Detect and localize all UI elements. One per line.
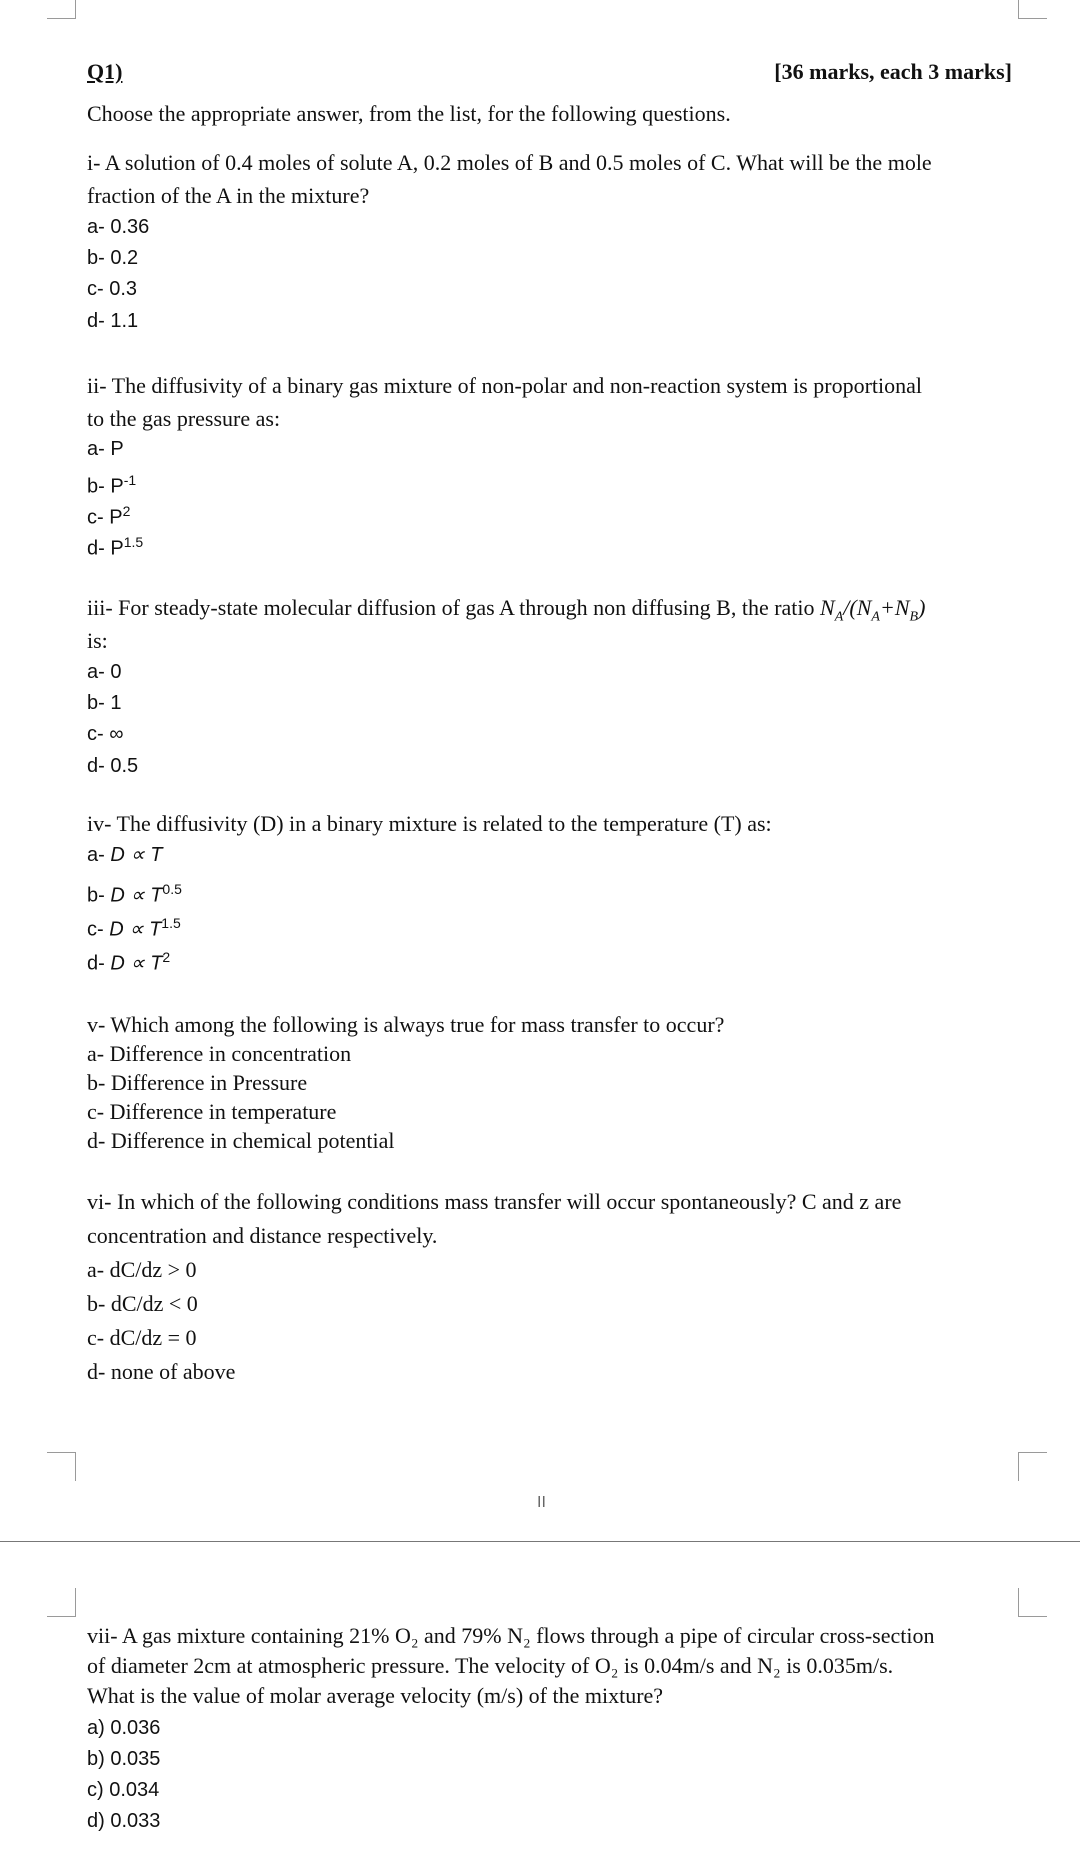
q6-option-d: d- none of above [87, 1359, 236, 1384]
q2-option-a-prefix: a- [87, 438, 111, 460]
q7-option-a: a) 0.036 [87, 1717, 161, 1739]
page-divider [0, 1541, 1080, 1542]
q2-option-d [87, 529, 143, 562]
q3-ratio-n2: N [856, 595, 872, 620]
q4-option-d [87, 944, 170, 977]
corner-mark-top-right [1018, 0, 1047, 19]
q1-option-b: b- 0.2 [87, 247, 139, 269]
q4-option-c-exponent: 1.5 [161, 915, 181, 931]
q7-text-line1: vii- A gas mixture containing 21% O₂ and 79% N₂ flows through a pipe of circular cross-section [87, 1623, 935, 1648]
q1-option-c: c- 0.3 [87, 278, 138, 300]
q4-option-a-relation: D ∝ T [110, 844, 163, 866]
q2-option-c-prefix: c- [87, 506, 110, 529]
corner-mark-page2-top-left [47, 1588, 76, 1617]
q3-option-c: c- ∞ [87, 723, 124, 745]
q1-text-line1: i- A solution of 0.4 moles of solute A, 0.2 moles of B and 0.5 moles of C. What will be the mole [87, 150, 932, 175]
q4-text-line1: iv- The diffusivity (D) in a binary mixture is related to the temperature (T) as: [87, 811, 772, 836]
q6-text-line2: concentration and distance respectively. [87, 1223, 438, 1248]
q2-option-d-prefix: d- [87, 537, 111, 560]
marks-label: [36 marks, each 3 marks] [774, 59, 1012, 84]
q4-option-b [87, 876, 182, 909]
q2-option-b-base: P [110, 475, 124, 498]
q3-text: iii- For steady-state molecular diffusion of gas A through non diffusing B, the ratio [87, 595, 821, 620]
q6-text-line1: vi- In which of the following conditions mass transfer will occur spontaneously? C and z are [87, 1189, 902, 1214]
q4-option-d-exponent: 2 [162, 949, 171, 965]
q5-option-a: a- Difference in concentration [87, 1041, 352, 1066]
q5-option-b: b- Difference in Pressure [87, 1070, 308, 1095]
q2-option-b [87, 467, 136, 500]
q7-text-line2: of diameter 2cm at atmospheric pressure. The velocity of O₂ is 0.04m/s and N₂ is 0.035m/s. [87, 1653, 894, 1678]
q3-text-line1 [87, 594, 925, 631]
q2-option-c-exponent: 2 [122, 503, 131, 519]
q3-option-a: a- 0 [87, 661, 122, 683]
q2-text-line2: to the gas pressure as: [87, 406, 281, 431]
instruction: Choose the appropriate answer, from the list, for the following questions. [87, 101, 731, 126]
q6-option-c: c- dC/dz = 0 [87, 1325, 197, 1350]
q1-option-d: d- 1.1 [87, 310, 139, 332]
q4-option-c-prefix: c- [87, 918, 110, 941]
q3-option-b: b- 1 [87, 692, 122, 714]
q7-option-b: b) 0.035 [87, 1748, 161, 1770]
q4-option-d-prefix: d- [87, 952, 111, 975]
q1-option-a: a- 0.36 [87, 216, 150, 238]
q3-ratio-n1: N [820, 595, 835, 620]
q1-text-line2: fraction of the A in the mixture? [87, 183, 370, 208]
q6-option-a: a- dC/dz > 0 [87, 1257, 197, 1282]
q4-option-c [87, 910, 181, 943]
q5-option-d: d- Difference in chemical potential [87, 1128, 395, 1153]
q4-option-d-relation: D ∝ T [110, 952, 163, 975]
q2-option-c [87, 498, 130, 531]
corner-mark-bottom-left [47, 1452, 76, 1481]
q3-ratio-n3: N [894, 595, 910, 620]
q3-option-d: d- 0.5 [87, 755, 139, 777]
corner-mark-page2-top-right [1018, 1588, 1047, 1617]
q4-option-b-prefix: b- [87, 884, 111, 907]
q5-text-line1: v- Which among the following is always true for mass transfer to occur? [87, 1012, 725, 1037]
q7-option-c: c) 0.034 [87, 1779, 160, 1801]
q4-option-b-exponent: 0.5 [162, 881, 182, 897]
q2-option-b-exponent: -1 [123, 472, 137, 488]
q4-option-a-prefix: a- [87, 844, 111, 866]
q2-option-d-base: P [110, 537, 124, 560]
q2-option-c-base: P [109, 506, 123, 529]
q2-text-line1: ii- The diffusivity of a binary gas mixture of non-polar and non-reaction system is proportional [87, 373, 923, 398]
corner-mark-top-left [47, 0, 76, 19]
q7-text-line3: What is the value of molar average velocity (m/s) of the mixture? [87, 1683, 664, 1708]
q6-option-b: b- dC/dz < 0 [87, 1291, 198, 1316]
q2-option-a-base: P [110, 438, 124, 460]
q2-option-d-exponent: 1.5 [123, 534, 144, 550]
q3-ratio: $N_A/(N_A+N_B)$ [820, 595, 926, 625]
q7-option-d: d) 0.033 [87, 1810, 161, 1832]
question-label: Q1) [87, 59, 123, 84]
q4-option-a [87, 842, 162, 868]
q4-option-c-relation: D ∝ T [109, 918, 162, 941]
q2-option-b-prefix: b- [87, 475, 111, 498]
page-number: II [537, 1494, 546, 1511]
q2-option-a [87, 436, 124, 462]
corner-mark-bottom-right [1018, 1452, 1047, 1481]
q4-option-b-relation: D ∝ T [110, 884, 163, 907]
q5-option-c: c- Difference in temperature [87, 1099, 337, 1124]
q3-text-line2: is: [87, 628, 108, 653]
